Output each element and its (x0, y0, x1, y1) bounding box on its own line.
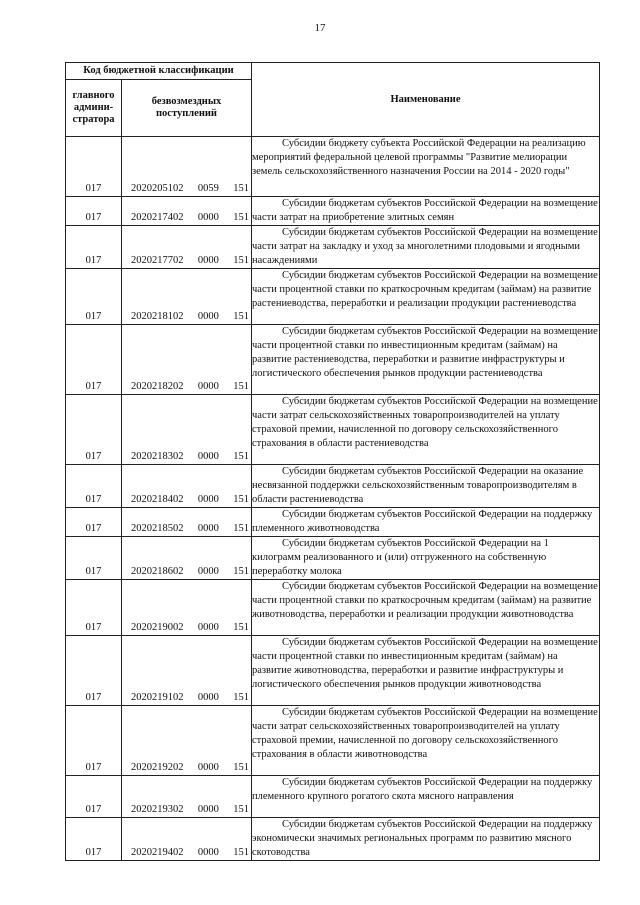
description-text: Субсидии бюджетам субъектов Российской Федерации на возмещение части затрат сельскохозяйственных товаропроизводителей на уплату страховой премии, начисленной по договору сельскохозяйственного страхования в области животноводства (252, 707, 598, 760)
code-part-c3: 151 (233, 847, 249, 858)
code-part-c2: 0000 (197, 523, 219, 534)
revenue-code-cell (122, 580, 252, 636)
table-row (66, 580, 600, 636)
table-row (66, 465, 600, 508)
code-part-c3: 151 (233, 804, 249, 815)
code-part-code: 2020205102 (131, 183, 184, 194)
header-classification-code: Код бюджетной классификации (66, 63, 252, 80)
code-part-code: 2020219302 (131, 804, 184, 815)
revenue-code-cell (122, 818, 252, 861)
description-cell (252, 197, 600, 226)
description-cell (252, 776, 600, 818)
admin-code-cell: 017 (66, 269, 122, 325)
description-cell (252, 508, 600, 537)
code-part-c3: 151 (233, 451, 249, 462)
revenue-code-cell (122, 636, 252, 706)
description-cell (252, 706, 600, 776)
table-row (66, 776, 600, 818)
description-cell (252, 537, 600, 580)
admin-code-cell: 017 (66, 580, 122, 636)
revenue-code-cell (122, 395, 252, 465)
description-text: Субсидии бюджетам субъектов Российской Федерации на поддержку племенного крупного рогатого скота мясного направления (252, 777, 593, 802)
description-text: Субсидии бюджетам субъектов Российской Федерации на возмещение части затрат на приобретение элитных семян (252, 198, 598, 223)
code-part-c2: 0000 (197, 762, 219, 773)
description-text: Субсидии бюджетам субъектов Российской Федерации на возмещение части процентной ставки по краткосрочным кредитам (займам) на развитие животноводства, переработки и реализации продукции животноводства (252, 581, 598, 620)
code-part-code: 2020217702 (131, 255, 184, 266)
description-cell (252, 580, 600, 636)
revenue-code-cell (122, 325, 252, 395)
admin-code-cell: 017 (66, 508, 122, 537)
code-part-c2: 0000 (197, 255, 219, 266)
code-part-c3: 151 (233, 212, 249, 223)
admin-code-cell: 017 (66, 465, 122, 508)
code-part-code: 2020219102 (131, 692, 184, 703)
code-part-code: 2020218202 (131, 381, 184, 392)
code-part-c3: 151 (233, 622, 249, 633)
description-cell (252, 818, 600, 861)
code-part-c3: 151 (233, 494, 249, 505)
code-part-c2: 0000 (197, 311, 219, 322)
revenue-code-cell (122, 706, 252, 776)
admin-code-cell: 017 (66, 395, 122, 465)
admin-code-cell: 017 (66, 776, 122, 818)
header-admin: главного админи-стратора (66, 80, 122, 137)
description-text: Субсидии бюджетам субъектов Российской Федерации на возмещение части затрат на закладку и уход за многолетними плодовыми и ягодными насаждениями (252, 227, 598, 266)
header-name: Наименование (252, 63, 600, 137)
description-text: Субсидии бюджету субъекта Российской Федерации на реализацию мероприятий федеральной целевой программы "Развитие мелиорации земель сельскохозяйственного назначения России на 2014 - 2020 годы" (252, 138, 586, 177)
revenue-code-cell (122, 537, 252, 580)
code-part-c2: 0000 (197, 566, 219, 577)
admin-code-cell: 017 (66, 706, 122, 776)
code-part-c2: 0059 (197, 183, 219, 194)
description-text: Субсидии бюджетам субъектов Российской Федерации на поддержку экономически значимых региональных программ по развитию мясного скотоводства (252, 819, 593, 858)
code-part-c3: 151 (233, 381, 249, 392)
description-text: Субсидии бюджетам субъектов Российской Федерации на поддержку племенного животноводства (252, 509, 593, 534)
revenue-code-cell (122, 197, 252, 226)
code-part-c2: 0000 (197, 494, 219, 505)
code-part-code: 2020218302 (131, 451, 184, 462)
description-text: Субсидии бюджетам субъектов Российской Федерации на возмещение части процентной ставки по инвестиционным кредитам (займам) на развитие растениеводства, переработки и развитие инфраструктуры и логистического обеспечения рынков продукции растениеводства (252, 326, 598, 379)
revenue-code-cell (122, 269, 252, 325)
description-text: Субсидии бюджетам субъектов Российской Федерации на оказание несвязанной поддержки сельскохозяйственным товаропроизводителям в области растениеводства (252, 466, 584, 505)
header-revenue: безвозмездных поступлений (122, 80, 252, 137)
admin-code-cell: 017 (66, 197, 122, 226)
table-row (66, 395, 600, 465)
code-part-code: 2020219002 (131, 622, 184, 633)
description-text: Субсидии бюджетам субъектов Российской Федерации на возмещение части процентной ставки по инвестиционным кредитам (займам) на развитие животноводства, переработки и развитие инфраструктуры и логистического обеспечения рынков продукции животноводства (252, 637, 598, 690)
code-part-code: 2020218102 (131, 311, 184, 322)
revenue-code-cell (122, 137, 252, 197)
code-part-c2: 0000 (197, 381, 219, 392)
code-part-code: 2020218502 (131, 523, 184, 534)
code-part-code: 2020218402 (131, 494, 184, 505)
revenue-code-cell (122, 508, 252, 537)
code-part-c2: 0000 (197, 622, 219, 633)
admin-code-cell: 017 (66, 818, 122, 861)
admin-code-cell: 017 (66, 226, 122, 269)
admin-code-cell: 017 (66, 636, 122, 706)
description-cell (252, 137, 600, 197)
table-row (66, 269, 600, 325)
table-row (66, 636, 600, 706)
revenue-code-cell (122, 776, 252, 818)
code-part-c3: 151 (233, 762, 249, 773)
description-cell (252, 395, 600, 465)
code-part-c3: 151 (233, 311, 249, 322)
admin-code-cell: 017 (66, 325, 122, 395)
description-text: Субсидии бюджетам субъектов Российской Федерации на 1 килограмм реализованного и (или) отгруженного на собственную переработку молока (252, 538, 549, 577)
code-part-c3: 151 (233, 183, 249, 194)
description-cell (252, 269, 600, 325)
table-row (66, 226, 600, 269)
admin-code-cell: 017 (66, 537, 122, 580)
table-row (66, 508, 600, 537)
code-part-code: 2020219402 (131, 847, 184, 858)
description-text: Субсидии бюджетам субъектов Российской Федерации на возмещение части затрат сельскохозяйственных товаропроизводителей на уплату страховой премии, начисленной по договору сельскохозяйственного страхования в области растениеводства (252, 396, 598, 449)
code-part-c3: 151 (233, 566, 249, 577)
code-part-c2: 0000 (197, 451, 219, 462)
table-row (66, 706, 600, 776)
description-cell (252, 226, 600, 269)
code-part-code: 2020217402 (131, 212, 184, 223)
table-row (66, 537, 600, 580)
revenue-code-cell (122, 226, 252, 269)
code-part-c2: 0000 (197, 212, 219, 223)
description-text: Субсидии бюджетам субъектов Российской Федерации на возмещение части процентной ставки по краткосрочным кредитам (займам) на развитие растениеводства, переработки и реализации продукции растениеводства (252, 270, 598, 309)
description-cell (252, 325, 600, 395)
code-part-c3: 151 (233, 523, 249, 534)
table-row (66, 818, 600, 861)
description-cell (252, 465, 600, 508)
description-cell (252, 636, 600, 706)
admin-code-cell: 017 (66, 137, 122, 197)
page-number: 17 (314, 22, 326, 34)
code-part-c3: 151 (233, 692, 249, 703)
code-part-c2: 0000 (197, 692, 219, 703)
code-part-code: 2020218602 (131, 566, 184, 577)
table-row (66, 137, 600, 197)
code-part-c2: 0000 (197, 847, 219, 858)
table-row (66, 197, 600, 226)
code-part-c3: 151 (233, 255, 249, 266)
code-part-c2: 0000 (197, 804, 219, 815)
budget-classification-table (65, 62, 600, 861)
table-row (66, 325, 600, 395)
revenue-code-cell (122, 465, 252, 508)
code-part-code: 2020219202 (131, 762, 184, 773)
